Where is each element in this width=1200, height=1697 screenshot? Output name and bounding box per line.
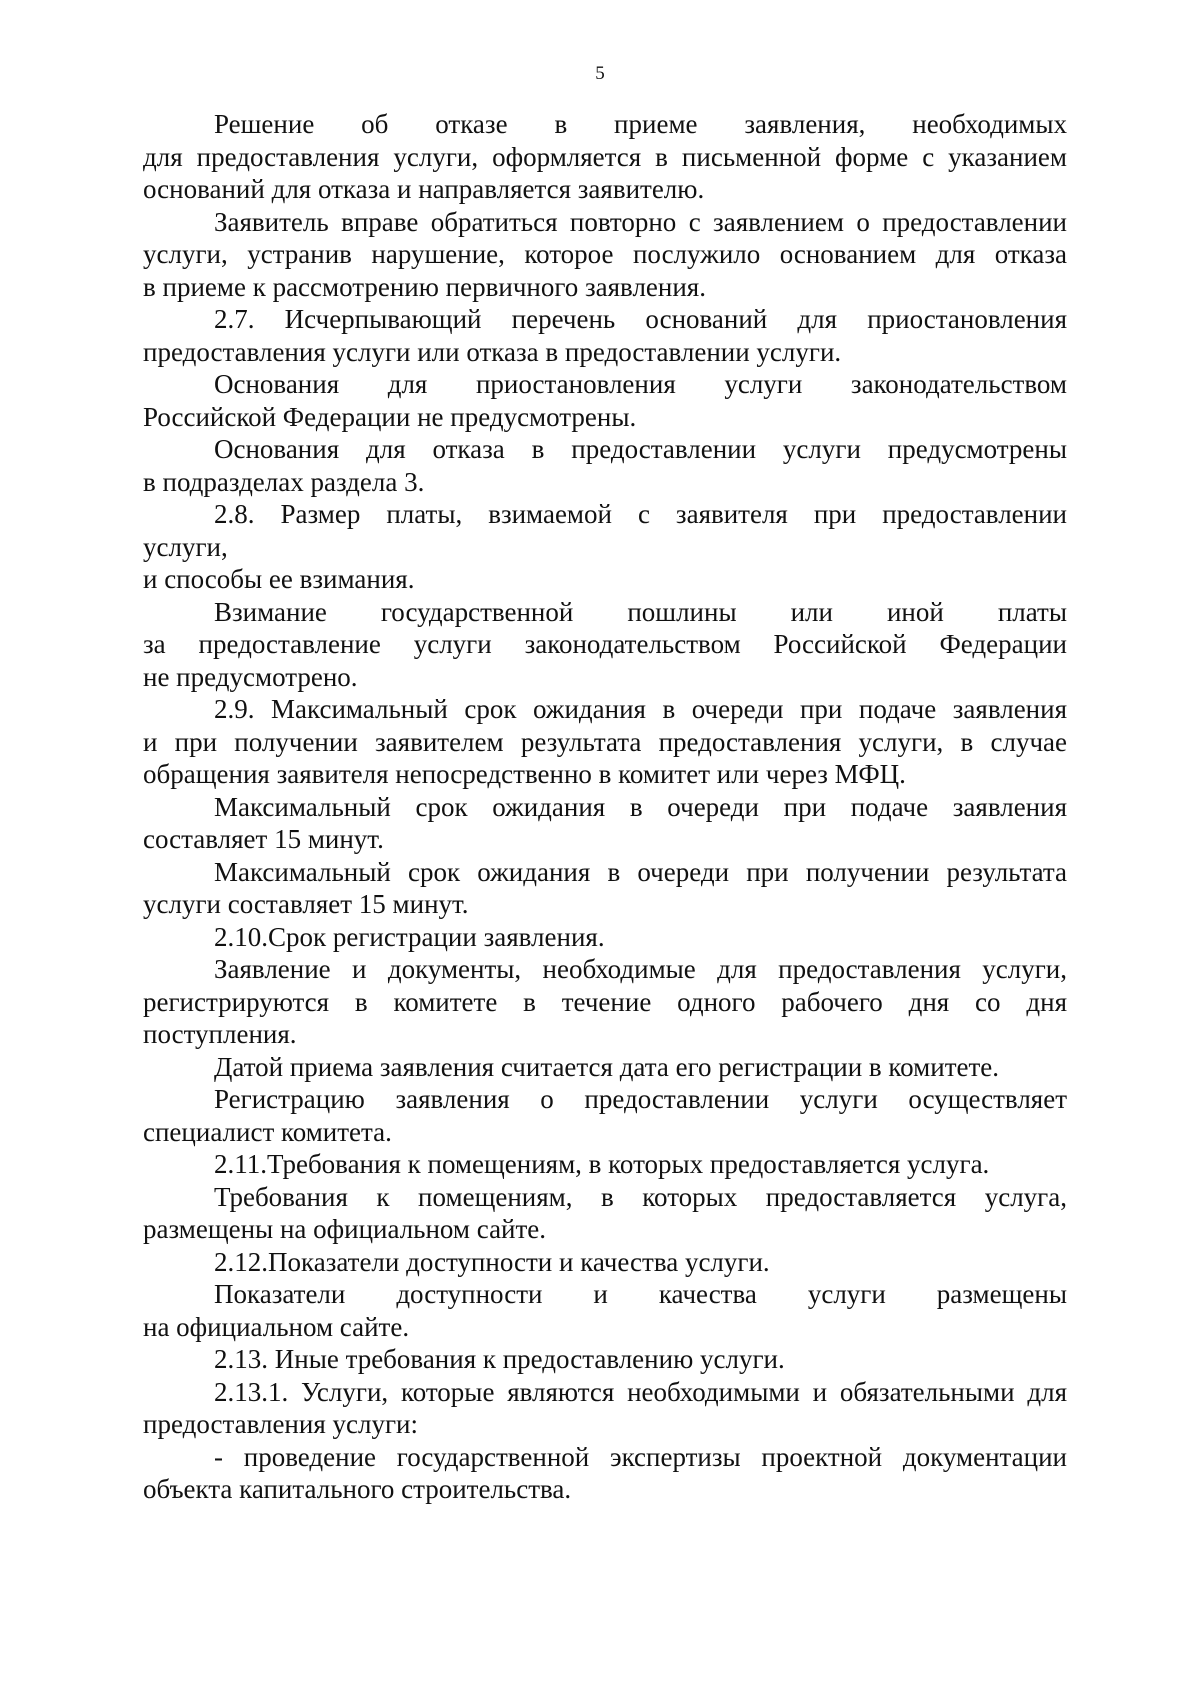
document-body [143,108,1067,1506]
text-line: оснований для отказа и направляется заявителю. [143,174,705,204]
text-line: размещены на официальном сайте. [143,1214,547,1244]
text-line: Основания для приостановления услуги законодательством [214,369,1067,399]
text-line: Датой приема заявления считается дата его регистрации в комитете. [214,1051,1000,1082]
paragraph [143,433,1067,498]
text-line: Показатели доступности и качества услуги размещены [214,1279,1067,1309]
paragraph [143,303,1067,368]
paragraph [143,1246,1067,1279]
text-line: предоставления услуги или отказа в предоставлении услуги. [143,336,842,367]
text-line: Взимание государственной пошлины или иной платы [214,596,1067,627]
paragraph [143,368,1067,433]
text-line: поступления. [143,1019,297,1049]
text-line: регистрируются в комитете в течение одного рабочего дня со дня [143,986,1067,1017]
page-number: 5 [595,63,605,84]
text-line: Заявитель вправе обратиться повторно с заявлением о предоставлении [214,206,1067,237]
text-line: Максимальный срок ожидания в очереди при получении результата [214,856,1067,887]
text-line: Регистрацию заявления о предоставлении услуги осуществляет [214,1084,1067,1114]
paragraph [143,498,1067,596]
text-line: услуги, [143,531,228,562]
text-line: Максимальный срок ожидания в очереди при подаче заявления [214,791,1067,822]
text-line: Требования к помещениям, в которых предоставляется услуга, [214,1181,1067,1212]
paragraph [143,856,1067,921]
text-line: составляет 15 минут. [143,824,384,854]
paragraph [143,791,1067,856]
paragraph [143,1441,1067,1506]
text-line: услуги составляет 15 минут. [143,889,469,919]
text-line: Заявление и документы, необходимые для предоставления услуги, [214,954,1067,984]
text-line: 2.11.Требования к помещениям, в которых предоставляется услуга. [214,1149,990,1179]
text-line: 2.10.Срок регистрации заявления. [214,921,605,952]
text-line: специалист комитета. [143,1116,392,1147]
text-line: Российской Федерации не предусмотрены. [143,401,637,432]
text-line: для предоставления услуги, оформляется в письменной форме с указанием [143,141,1067,172]
text-line: - проведение государственной экспертизы проектной документации [214,1441,1067,1472]
text-line: 2.8. Размер платы, взимаемой с заявителя при предоставлении [214,499,1067,529]
paragraph [143,1343,1067,1376]
text-line: в приеме к рассмотрению первичного заявления. [143,271,706,302]
text-line: объекта капитального строительства. [143,1474,572,1504]
paragraph [143,1181,1067,1246]
paragraph [143,596,1067,694]
text-line: и при получении заявителем результата предоставления услуги, в случае [143,726,1067,757]
paragraph [143,206,1067,304]
text-line: предоставления услуги: [143,1409,418,1439]
text-line: Решение об отказе в приеме заявления, необходимых [214,109,1067,139]
paragraph [143,1278,1067,1343]
paragraph [143,108,1067,206]
text-line: за предоставление услуги законодательством Российской Федерации [143,629,1067,659]
text-line: в подразделах раздела 3. [143,466,425,497]
text-line: на официальном сайте. [143,1311,410,1342]
text-line: не предусмотрено. [143,661,358,692]
paragraph [143,953,1067,1051]
text-line: Основания для отказа в предоставлении услуги предусмотрены [214,434,1067,464]
text-line: обращения заявителя непосредственно в комитет или через МФЦ. [143,759,906,789]
text-line: 2.13. Иные требования к предоставлению услуги. [214,1344,785,1374]
text-line: и способы ее взимания. [143,564,415,594]
text-line: 2.9. Максимальный срок ожидания в очереди при подаче заявления [214,694,1067,724]
paragraph [143,1083,1067,1148]
text-line: 2.13.1. Услуги, которые являются необходимыми и обязательными для [214,1376,1067,1407]
paragraph [143,1051,1067,1084]
text-line: 2.12.Показатели доступности и качества услуги. [214,1246,770,1277]
paragraph [143,1376,1067,1441]
paragraph [143,693,1067,791]
paragraph [143,921,1067,954]
text-line: услуги, устранив нарушение, которое послужило основанием для отказа [143,239,1067,269]
paragraph [143,1148,1067,1181]
text-line: 2.7. Исчерпывающий перечень оснований для приостановления [214,304,1067,334]
